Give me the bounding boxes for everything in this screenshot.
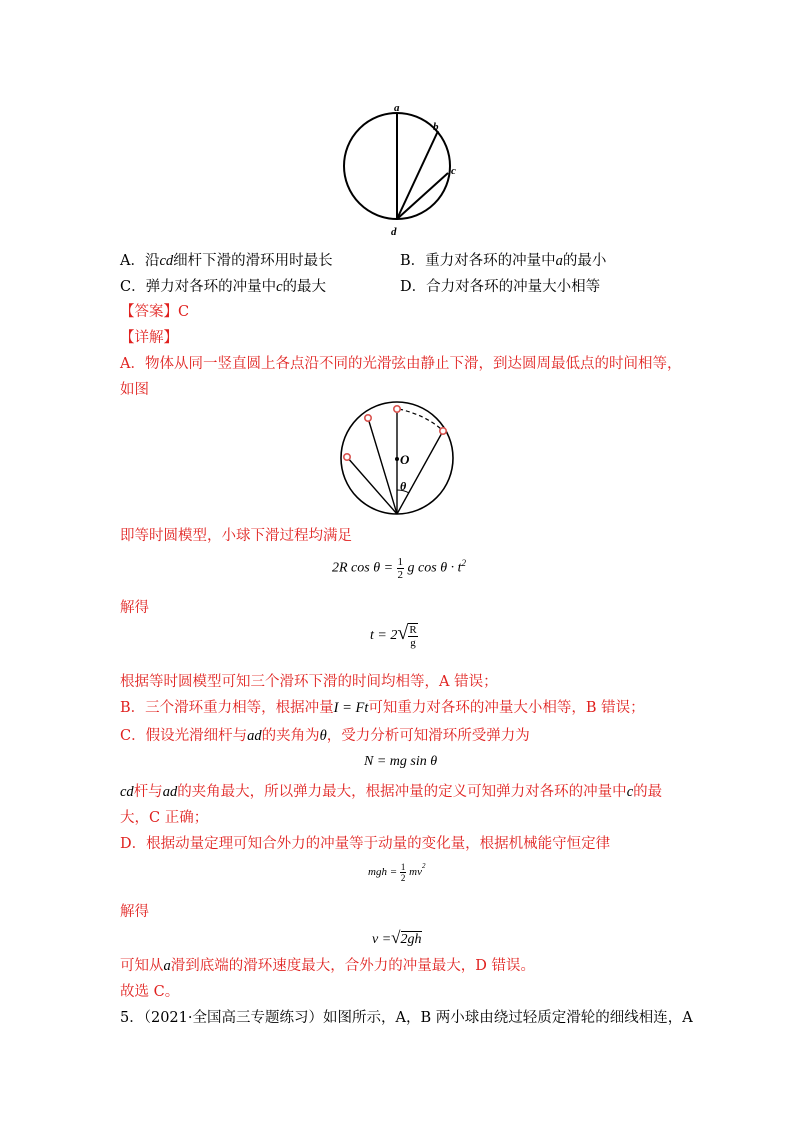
dashed-arc [399, 409, 441, 429]
solve-line-1: 解得 [120, 600, 149, 616]
equation-3: N = mg sin θ [364, 754, 438, 769]
label-c: c [451, 165, 456, 177]
label-a: a [394, 102, 400, 114]
answer-line: 【答案】C [120, 304, 190, 320]
figure-equal-time-circle [330, 398, 470, 520]
chord2-right [397, 431, 443, 514]
ball-2 [394, 406, 400, 412]
center-label: O [400, 452, 410, 467]
explain-c: C．假设光滑细杆与ad的夹角为θ，受力分析可知滑环所受弹力为 [120, 728, 530, 744]
option-c: C．弹力对各环的冲量中c的最大 [120, 279, 327, 295]
ball-3 [440, 428, 446, 434]
ball-1 [365, 415, 371, 421]
detail-heading: 【详解】 [120, 330, 178, 346]
equation-5: v =√2gh [372, 928, 422, 947]
option-b: B．重力对各环的冲量中a的最小 [400, 253, 607, 269]
ball-4 [344, 454, 350, 460]
option-a: A．沿cd细杆下滑的滑环用时最长 [120, 253, 333, 269]
conclusion-a: 根据等时圆模型可知三个滑环下滑的时间均相等，A 错误； [120, 674, 498, 690]
label-b: b [433, 121, 439, 133]
equation-4: mgh = $\frac{1}{2}$ $mv^2$ [368, 862, 426, 883]
equation-2: t = 2√ $\frac{R}{g}$ [370, 622, 417, 649]
solve-line-2: 解得 [120, 904, 149, 920]
angle-label: θ [400, 479, 407, 493]
equation-1: 2R cos θ = $\frac{1}{2}$ g $\cos \theta \cdot t^2$ [332, 556, 466, 581]
explain-d-line2: 可知从a滑到底端的滑环速度最大，合外力的冲量最大，D 错误。 [120, 958, 535, 974]
next-question-line: 5．（2021·全国高三专题练习）如图所示，A，B 两小球由绕过轻质定滑轮的细线相连，A [120, 1010, 693, 1026]
explain-c-line3: 大，C 正确； [120, 810, 209, 826]
center-dot [395, 457, 399, 461]
option-d: D．合力对各环的冲量大小相等 [400, 279, 601, 295]
model-line: 即等时圆模型，小球下滑过程均满足 [120, 528, 352, 544]
chord2-left [347, 457, 397, 514]
explain-c-line2: cd杆与ad的夹角最大，所以弹力最大，根据冲量的定义可知弹力对各环的冲量中c的最 [120, 784, 663, 800]
figure-circle-chords [330, 100, 480, 245]
explain-a-line1: A．物体从同一竖直圆上各点沿不同的光滑弦由静止下滑，到达圆周最低点的时间相等， [120, 356, 682, 372]
chord2-left-top [368, 418, 397, 514]
label-d: d [391, 226, 397, 238]
explain-b: B．三个滑环重力相等，根据冲量I = Ft可知重力对各环的冲量大小相等，B 错误； [120, 700, 645, 716]
explain-a-line2: 如图 [120, 382, 149, 398]
explain-d: D．根据动量定理可知合外力的冲量等于动量的变化量，根据机械能守恒定律 [120, 836, 611, 852]
final-answer: 故选 C。 [120, 984, 180, 1000]
